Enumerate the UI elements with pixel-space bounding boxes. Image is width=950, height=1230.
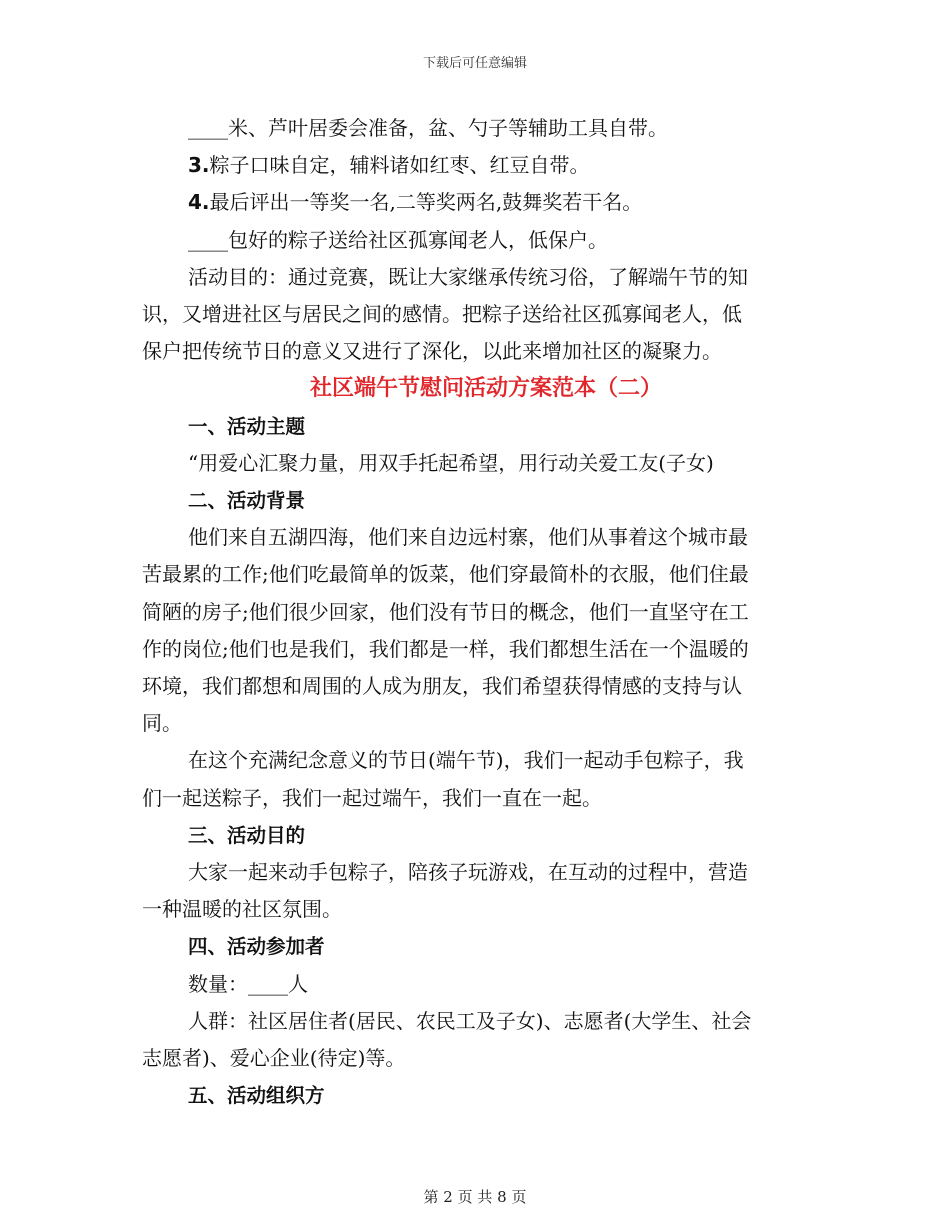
list-number: 4. [188, 190, 210, 215]
background-line: 环境，我们都想和周围的人成为朋友，我们希望获得情感的支持与认 [142, 674, 742, 699]
page-footer: 第 2 页 共 8 页 [423, 1188, 527, 1206]
background-line: 们一起送粽子，我们一起过端午，我们一直在一起。 [142, 785, 602, 810]
purpose-line: 保户把传统节日的意义又进行了深化，以此来增加社区的凝聚力。 [142, 339, 722, 364]
heading-purpose: 三、活动目的 [188, 823, 306, 847]
participant-count: 数量：____人 [188, 971, 308, 996]
list-number: 3. [188, 153, 210, 178]
purpose-text-line: 大家一起来动手包粽子，陪孩子玩游戏，在互动的过程中，营造 [188, 860, 748, 885]
heading-theme: 一、活动主题 [188, 414, 306, 438]
document-body [142, 110, 810, 1114]
purpose-line: 活动目的：通过竞赛，既让大家继承传统习俗，了解端午节的知 [188, 264, 748, 289]
background-line: 苦最累的工作;他们吃最简单的饭菜，他们穿最简朴的衣服，他们住最 [142, 562, 749, 587]
theme-text: “用爱心汇聚力量，用双手托起希望，用行动关爱工友(子女) [188, 450, 714, 475]
background-line: 他们来自五湖四海，他们来自边远村寨，他们从事着这个城市最 [188, 525, 748, 550]
purpose-text-line: 一种温暖的社区氛围。 [142, 897, 342, 922]
list-text: 最后评出一等奖一名,二等奖两名,鼓舞奖若干名。 [209, 190, 643, 215]
heading-organizer: 五、活动组织方 [188, 1084, 325, 1108]
give-line: ____包好的粽子送给社区孤寡闻老人，低保户。 [188, 227, 608, 252]
list-text: 粽子口味自定，辅料诸如红枣、红豆自带。 [209, 153, 590, 178]
section-title: 社区端午节慰问活动方案范本（二） [309, 376, 662, 402]
heading-background: 二、活动背景 [188, 489, 306, 513]
purpose-line: 识，又增进社区与居民之间的感情。把粽子送给社区孤寡闻老人，低 [142, 302, 742, 327]
participant-crowd-line: 志愿者)、爱心企业(待定)等。 [142, 1046, 406, 1071]
list-item-4 [142, 184, 810, 221]
materials-line: ____米、芦叶居委会准备，盆、勺子等辅助工具自带。 [188, 116, 668, 140]
background-line: 同。 [142, 711, 182, 736]
page-header: 下载后可任意编辑 [422, 56, 527, 71]
background-line: 作的岗位;他们也是我们，我们都是一样，我们都想生活在一个温暖的 [142, 636, 749, 661]
list-item-3 [142, 147, 810, 184]
participant-crowd-line: 人群：社区居住者(居民、农民工及子女)、志愿者(大学生、社会 [188, 1008, 752, 1033]
background-line: 简陋的房子;他们很少回家，他们没有节日的概念，他们一直坚守在工 [142, 599, 749, 624]
heading-participants: 四、活动参加者 [188, 935, 325, 959]
background-line: 在这个充满纪念意义的节日(端午节)，我们一起动手包粽子，我 [188, 748, 744, 773]
